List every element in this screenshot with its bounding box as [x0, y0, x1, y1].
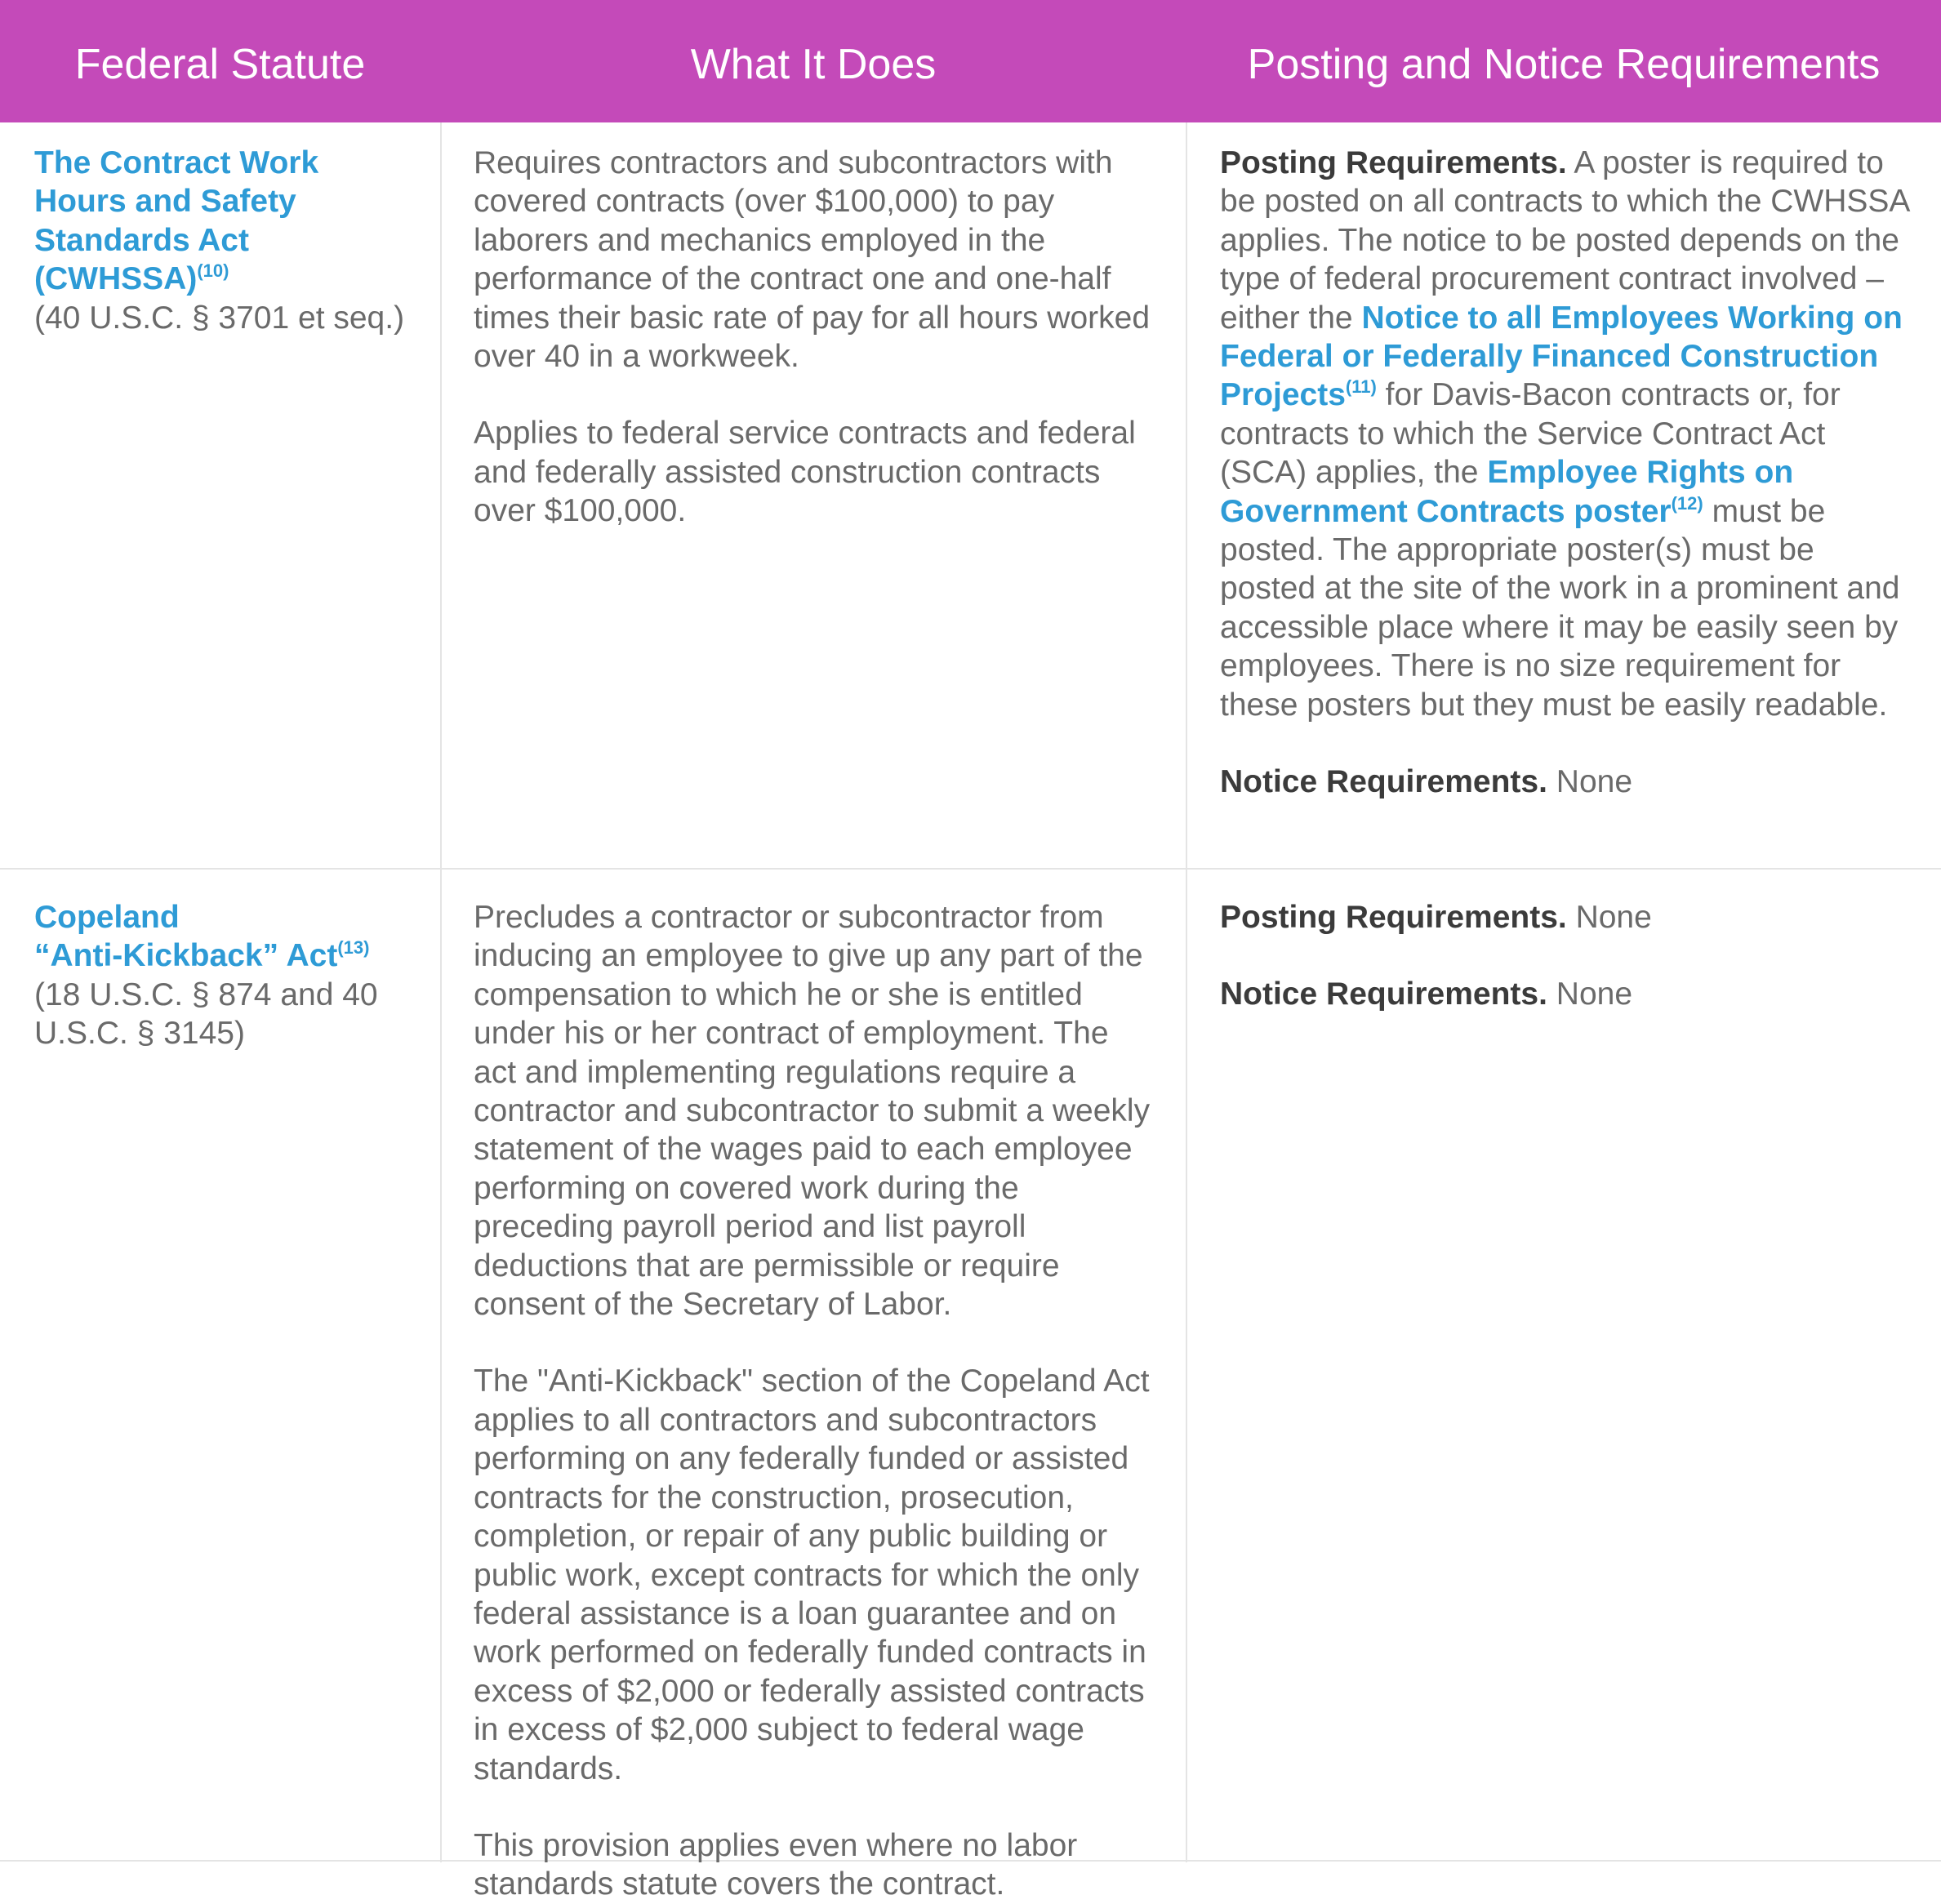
notice-to-employees-link[interactable]: Notice to all Employees Working on Federal or Federally Financed Construction Projects: [1220, 300, 1903, 413]
notice-text: None: [1547, 976, 1633, 1012]
description-paragraph: The "Anti-Kickback" section of the Copeland Act applies to all contractors and subcontractors performing on any federally funded or assisted contracts for the construction, prosecution, completion, or repair of any public building or public work, except contracts for which the only federal assistance is a loan guarantee and on work performed on federally funded contracts in excess of $2,000 or federally assisted contracts in excess of $2,000 subject to federal wage standards.: [474, 1363, 1150, 1786]
column-divider: [1186, 122, 1187, 1862]
statute-name-line: Standards Act: [34, 222, 249, 258]
footnote-ref[interactable]: (10): [197, 260, 229, 282]
notice-requirements-label: Notice Requirements.: [1220, 764, 1547, 800]
posting-requirements-label: Posting Requirements.: [1220, 900, 1567, 935]
description-paragraph: Requires contractors and subcontractors with covered contracts (over $100,000) to pay laborers and mechanics employed in the performance of the contract one and one-half times their basic rate of pay for all hours worked over 40 in a workweek.: [474, 145, 1151, 375]
header-federal-statute: Federal Statute: [74, 41, 366, 88]
description-paragraph: Applies to federal service contracts and federal and federally assisted construction contracts over $100,000.: [474, 416, 1136, 529]
description-paragraph: This provision applies even where no labor standards statute covers the contract.: [474, 1827, 1078, 1902]
table-header: [0, 0, 1941, 122]
footnote-ref[interactable]: (11): [1345, 376, 1377, 398]
statute-name-link[interactable]: [34, 898, 418, 976]
row-divider: [0, 868, 1941, 870]
statute-citation: (18 U.S.C. § 874 and 40 U.S.C. § 3145): [34, 976, 378, 1052]
posting-requirements-paragraph: [1220, 898, 1914, 936]
statute-name-line: (CWHSSA): [34, 261, 198, 297]
table-row-cwhssa-statute: [34, 144, 418, 337]
posting-text: A poster is required to be posted on all contracts to which the CWHSSA applies. The notice to be posted depends on the type of federal procurement contract involved – either the: [1220, 145, 1909, 336]
footnote-ref[interactable]: (12): [1671, 492, 1703, 514]
header-what-it-does: What It Does: [690, 41, 937, 88]
table-row-cwhssa-description: [474, 144, 1160, 531]
statute-name-link[interactable]: [34, 144, 418, 299]
table-row-copeland-description: [474, 898, 1160, 1904]
statute-name-line: The Contract Work: [34, 145, 319, 180]
notice-text: None: [1547, 764, 1633, 800]
posting-requirements-label: Posting Requirements.: [1220, 145, 1567, 180]
description-paragraph: Precludes a contractor or subcontractor from inducing an employee to give up any part of the compensation to which he or she is entitled under his or her contract of employment. The act and implementing regulations require a contractor and subcontractor to submit a weekly statement of the wages paid to each employee performing on covered work during the preceding payroll period and list payroll deductions that are permissible or require consent of the Secretary of Labor.: [474, 900, 1151, 1323]
footnote-ref[interactable]: (13): [337, 937, 370, 959]
posting-text: must be posted. The appropriate poster(s) must be posted at the site of the work in a prominent and accessible place where it may be easily seen by employees. There is no size requirement for these posters but they must be easily readable.: [1220, 493, 1900, 723]
posting-text: None: [1566, 900, 1652, 935]
notice-requirements-label: Notice Requirements.: [1220, 976, 1547, 1012]
statute-name-line: Copeland: [34, 900, 180, 935]
notice-requirements-paragraph: [1220, 763, 1914, 801]
posting-requirements-paragraph: [1220, 144, 1914, 724]
table-row-cwhssa-posting: [1220, 144, 1914, 802]
employee-rights-poster-link[interactable]: Employee Rights on Government Contracts poster: [1220, 455, 1794, 529]
column-divider: [440, 122, 442, 1862]
table-row-copeland-posting: [1220, 898, 1914, 1014]
statute-name-line: Hours and Safety: [34, 184, 296, 220]
table-row-copeland-statute: [34, 898, 418, 1053]
notice-requirements-paragraph: [1220, 975, 1914, 1013]
statute-citation: (40 U.S.C. § 3701 et seq.): [34, 300, 405, 336]
posting-text: for Davis-Bacon contracts or, for contracts to which the Service Contract Act (SCA) applies, the: [1220, 377, 1841, 491]
header-posting-notice: Posting and Notice Requirements: [1247, 41, 1881, 88]
statute-name-line: “Anti-Kickback” Act: [34, 938, 338, 974]
